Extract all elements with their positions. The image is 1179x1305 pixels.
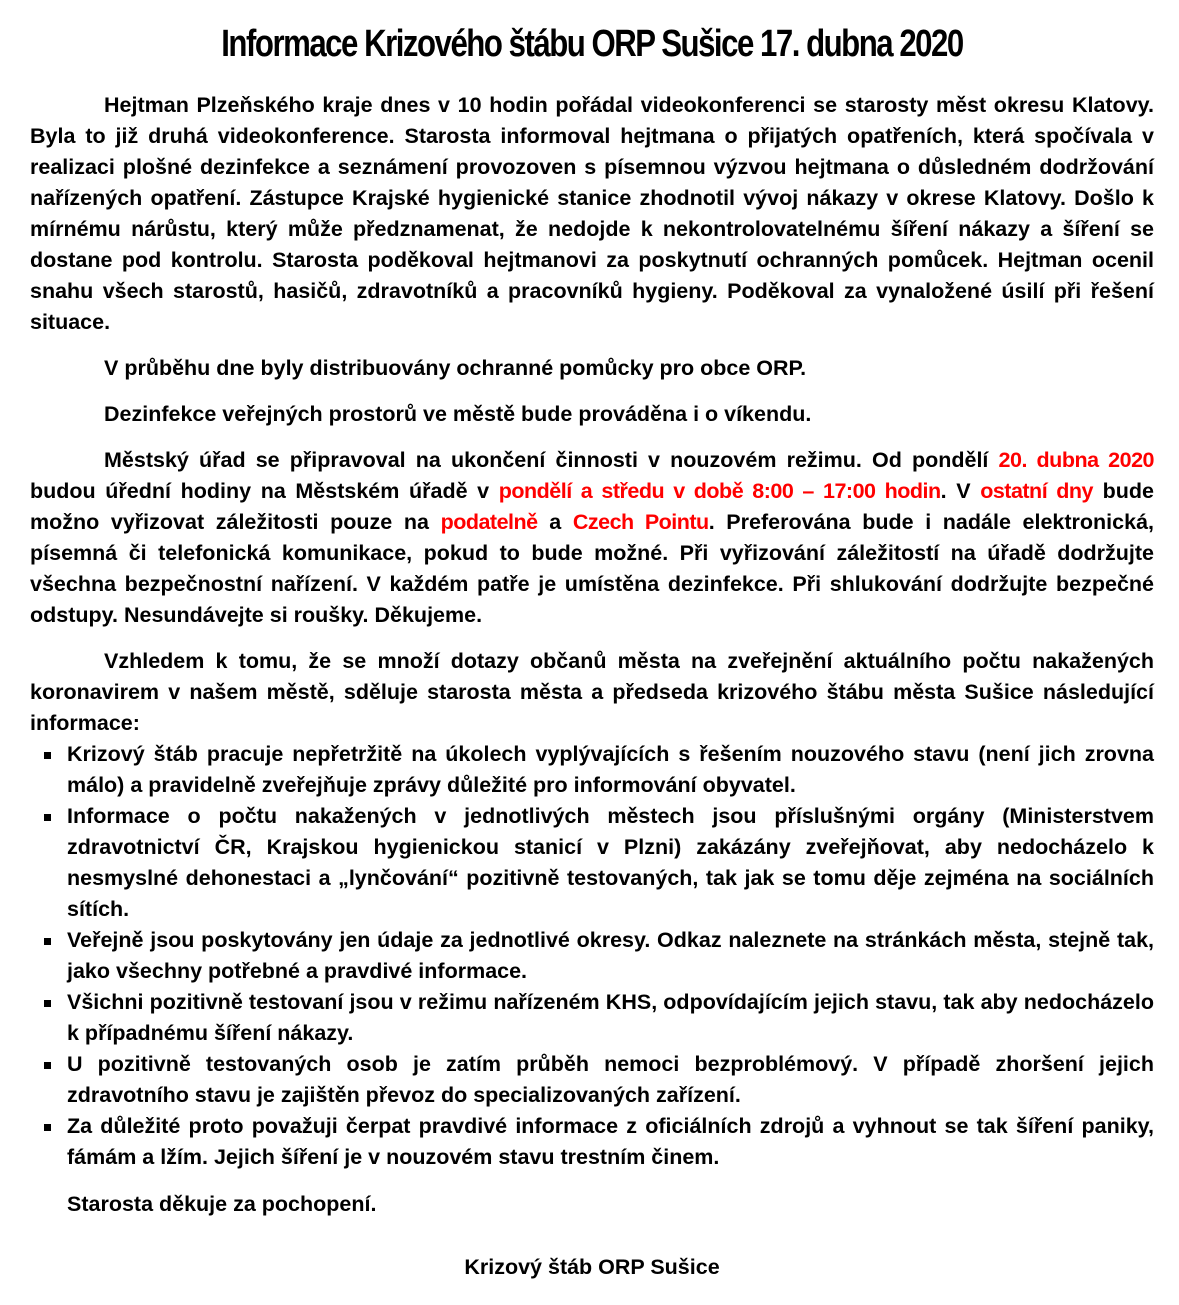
office-hours-text-3: . V — [940, 479, 981, 503]
square-bullet-icon — [44, 752, 51, 759]
office-hours-text-1: Městský úřad se připravoval na ukončení činnosti v nouzovém režimu. Od pondělí — [104, 448, 999, 472]
bullet-text: Krizový štáb pracuje nepřetržitě na úkolech vyplývajících s řešením nouzového stavu (není jich zrovna málo) a pravidelně zveřejňuje zprávy důležité pro informování obyvatel. — [67, 742, 1154, 797]
bullet-item — [30, 739, 1154, 801]
bullet-item — [30, 987, 1154, 1049]
highlight-podatelna: podatelně — [440, 510, 538, 534]
square-bullet-icon — [44, 1062, 51, 1069]
bullet-text: Informace o počtu nakažených v jednotlivých městech jsou příslušnými orgány (Ministerstvem zdravotnictví ČR, Krajskou hygienickou stanicí v Plzni) zakázány zveřejňovat, aby nedocházelo k nesmyslné dehonestaci a „lynčování“ pozitivně testovaných, tak jak se tomu děje zejména na sociálních sítích. — [67, 804, 1154, 921]
signature: Krizový štáb ORP Sušice — [464, 1255, 720, 1279]
bullet-text: Všichni pozitivně testovaní jsou v režimu nařízeném KHS, odpovídajícím jejich stavu, tak aby nedocházelo k případnému šíření nákazy. — [67, 990, 1154, 1045]
office-hours-text-6: . Preferována bude i nadále elektronická, písemná či telefonická komunikace, pokud to bude možné. Při vyřizování záležitostí na úřadě dodržujte všechna bezpečnostní nařízení. V každém patře je umístěna dezinfekce. Při shlukování dodržujte bezpečné odstupy. Nesundávejte si roušky. Děkujeme. — [30, 510, 1154, 627]
bullet-text: Veřejně jsou poskytovány jen údaje za jednotlivé okresy. Odkaz naleznete na stránkách města, stejně tak, jako všechny potřebné a pravdivé informace. — [67, 928, 1154, 983]
information-bullet-list — [30, 739, 1154, 1173]
paragraph-disinfection: Dezinfekce veřejných prostorů ve městě bude prováděna i o víkendu. — [104, 402, 812, 426]
document-page — [30, 0, 1154, 1305]
bullet-text: Za důležité proto považuji čerpat pravdivé informace z oficiálních zdrojů a vyhnout se tak šíření paniky, fámám a lžím. Jejich šíření je v nouzovém stavu trestním činem. — [67, 1114, 1154, 1169]
office-hours-text-5: a — [537, 510, 573, 534]
office-hours-text-2: budou úřední hodiny na Městském úřadě v — [30, 479, 499, 503]
bullet-item — [30, 801, 1154, 925]
paragraph-information-intro: Vzhledem k tomu, že se množí dotazy občanů města na zveřejnění aktuálního počtu nakažených koronavirem v našem městě, sděluje starosta města a předseda krizového štábu města Sušice následující informace: — [30, 649, 1154, 735]
bullet-item — [30, 1049, 1154, 1111]
office-hours-text-4: bude možno vyřizovat záležitosti pouze na — [30, 479, 1154, 534]
document-title: Informace Krizového štábu ORP Sušice 17. dubna 2020 — [221, 23, 963, 65]
paragraph-videoconference: Hejtman Plzeňského kraje dnes v 10 hodin pořádal videokonferenci se starosty měst okresu Klatovy. Byla to již druhá videokonference. Starosta informoval hejtmana o přijatých opatřeních, která spočívala v realizaci plošné dezinfekce a seznámení provozoven s písemnou výzvou hejtmana o důsledném dodržování nařízených opatření. Zástupce Krajské hygienické stanice zhodnotil vývoj nákazy v okrese Klatovy. Došlo k mírnému nárůstu, který může předznamenat, že nedojde k nekontrolovatelnému šíření nákazy a šíření se dostane pod kontrolu. Starosta poděkoval hejtmanovi za poskytnutí ochranných pomůcek. Hejtman ocenil snahu všech starostů, hasičů, zdravotníků a pracovníků hygieny. Poděkoval za vynaložené úsilí při řešení situace. — [30, 93, 1154, 334]
square-bullet-icon — [44, 938, 51, 945]
square-bullet-icon — [44, 1000, 51, 1007]
highlight-other-days: ostatní dny — [980, 479, 1094, 503]
square-bullet-icon — [44, 814, 51, 821]
highlight-office-hours: pondělí a středu v době 8:00 – 17:00 hodin — [498, 479, 941, 503]
bullet-text: U pozitivně testovaných osob je zatím průběh nemoci bezproblémový. V případě zhoršení jejich zdravotního stavu je zajištěn převoz do specializovaných zařízení. — [67, 1052, 1154, 1107]
bullet-item — [30, 1111, 1154, 1173]
paragraph-protective-equipment: V průběhu dne byly distribuovány ochranné pomůcky pro obce ORP. — [104, 356, 807, 380]
closing-thanks: Starosta děkuje za pochopení. — [67, 1192, 377, 1216]
square-bullet-icon — [44, 1124, 51, 1131]
bullet-item — [30, 925, 1154, 987]
paragraph-office-hours — [30, 445, 1154, 631]
highlight-date: 20. dubna 2020 — [998, 448, 1154, 472]
highlight-czech-point: Czech Pointu — [572, 510, 709, 534]
